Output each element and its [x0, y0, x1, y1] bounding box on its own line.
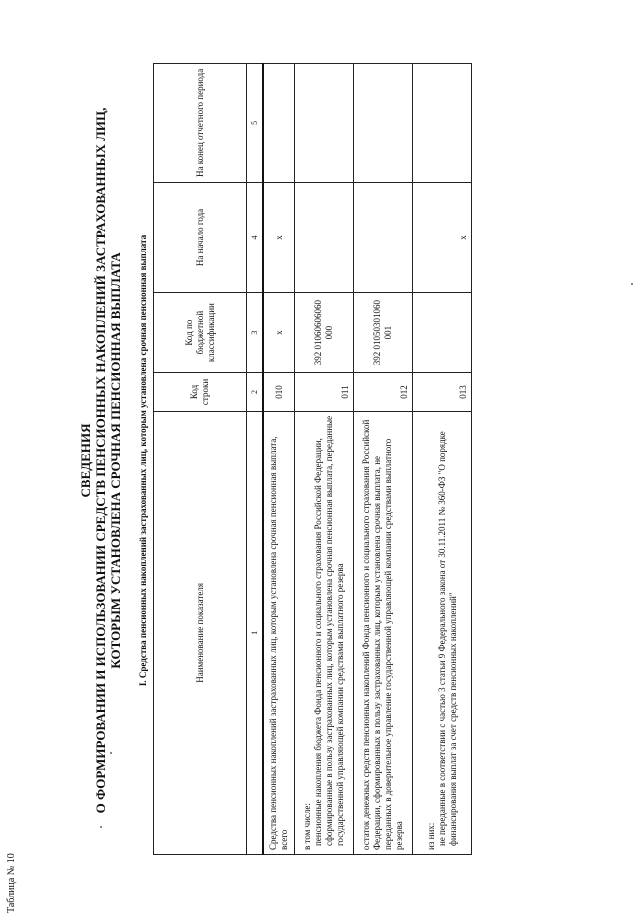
- row-code: 012: [354, 373, 413, 412]
- col-number-1: 1: [247, 411, 264, 854]
- col-number-5: 5: [247, 64, 264, 183]
- header-budget-code: Код по бюджетной классификации: [154, 293, 247, 373]
- row-code: 011: [295, 373, 354, 412]
- col-number-4: 4: [247, 182, 264, 292]
- header-row: [154, 64, 247, 855]
- row-name: остаток денежных средств пенсионных накоплений Фонда пенсионного и социального страхования Российской Федерации, сформированных в пользу застрахованных лиц, которым установлена срочная выплата, не переданных в доверительное управление государственной управляющей компании средствами выплатного резерва: [354, 411, 413, 854]
- row-code: 013: [413, 373, 472, 412]
- header-name: Наименование показателя: [154, 411, 247, 854]
- row-name: [413, 411, 472, 854]
- row-budget-code: 392 01050301060 001: [354, 293, 413, 373]
- table-number-label: Таблица № 10: [6, 853, 17, 913]
- table-row-011: [295, 64, 354, 855]
- scan-speck: [110, 752, 112, 754]
- table-row-010: [263, 64, 295, 855]
- row-budget-code: 392 01060606060 000: [295, 293, 354, 373]
- col-number-2: 2: [247, 373, 264, 412]
- header-code: Код строки: [154, 373, 247, 412]
- title-line-3: КОТОРЫМ УСТАНОВЛЕНА СРОЧНАЯ ПЕНСИОННАЯ ВЫПЛАТА: [108, 252, 123, 669]
- col-number-3: 3: [247, 293, 264, 373]
- header-end-of-period: На конец отчетного периода: [154, 64, 247, 183]
- row-name: [295, 411, 354, 854]
- row-budget-code: х: [263, 293, 295, 373]
- row-code: 010: [263, 373, 295, 412]
- scan-speck: [631, 283, 633, 285]
- scan-speck: [100, 826, 102, 828]
- row-budget-code: [413, 293, 472, 373]
- document-title: [78, 0, 123, 921]
- row-name-prefix: из них:: [425, 822, 436, 850]
- row-start-value: х: [263, 182, 295, 292]
- section-title: I. Средства пенсионных накоплений застрахованных лиц, которым установлена срочная пенсионная выплата: [138, 234, 148, 687]
- table-row-012: [354, 64, 413, 855]
- row-start-value[interactable]: [354, 182, 413, 292]
- row-name: Средства пенсионных накоплений застрахованных лиц, которым установлена срочная пенсионная выплата, всего: [263, 411, 295, 854]
- row-end-value[interactable]: [263, 64, 295, 183]
- row-end-value[interactable]: [295, 64, 354, 183]
- row-end-value[interactable]: [413, 64, 472, 183]
- title-line-1: СВЕДЕНИЯ: [78, 423, 93, 498]
- table-row-013: [413, 64, 472, 855]
- row-name-text: не переданные в соответствии с частью 3 статьи 9 Федерального закона от 30.11.2011 № 360-ФЗ "О порядке финансирования выплат за счет средств пенсионных накоплений": [436, 431, 458, 846]
- data-table: [153, 63, 472, 855]
- row-start-value[interactable]: [295, 182, 354, 292]
- header-start-of-year: На начало года: [154, 182, 247, 292]
- row-name-prefix: в том числе:: [302, 803, 312, 850]
- row-name-text: пенсионные накопления бюджета Фонда пенсионного и социального страхования Российской Федерации, сформированные в пользу застрахованных лиц, которым установлена срочная пенсионная выплата, переданные государственной управляющей компании средствами выплатного резерва: [313, 415, 345, 846]
- column-number-row: [247, 64, 264, 855]
- row-end-value[interactable]: [354, 64, 413, 183]
- title-line-2: О ФОРМИРОВАНИИ И ИСПОЛЬЗОВАНИИ СРЕДСТВ ПЕНСИОННЫХ НАКОПЛЕНИЙ ЗАСТРАХОВАННЫХ ЛИЦ,: [93, 107, 108, 814]
- row-start-value: х: [413, 182, 472, 292]
